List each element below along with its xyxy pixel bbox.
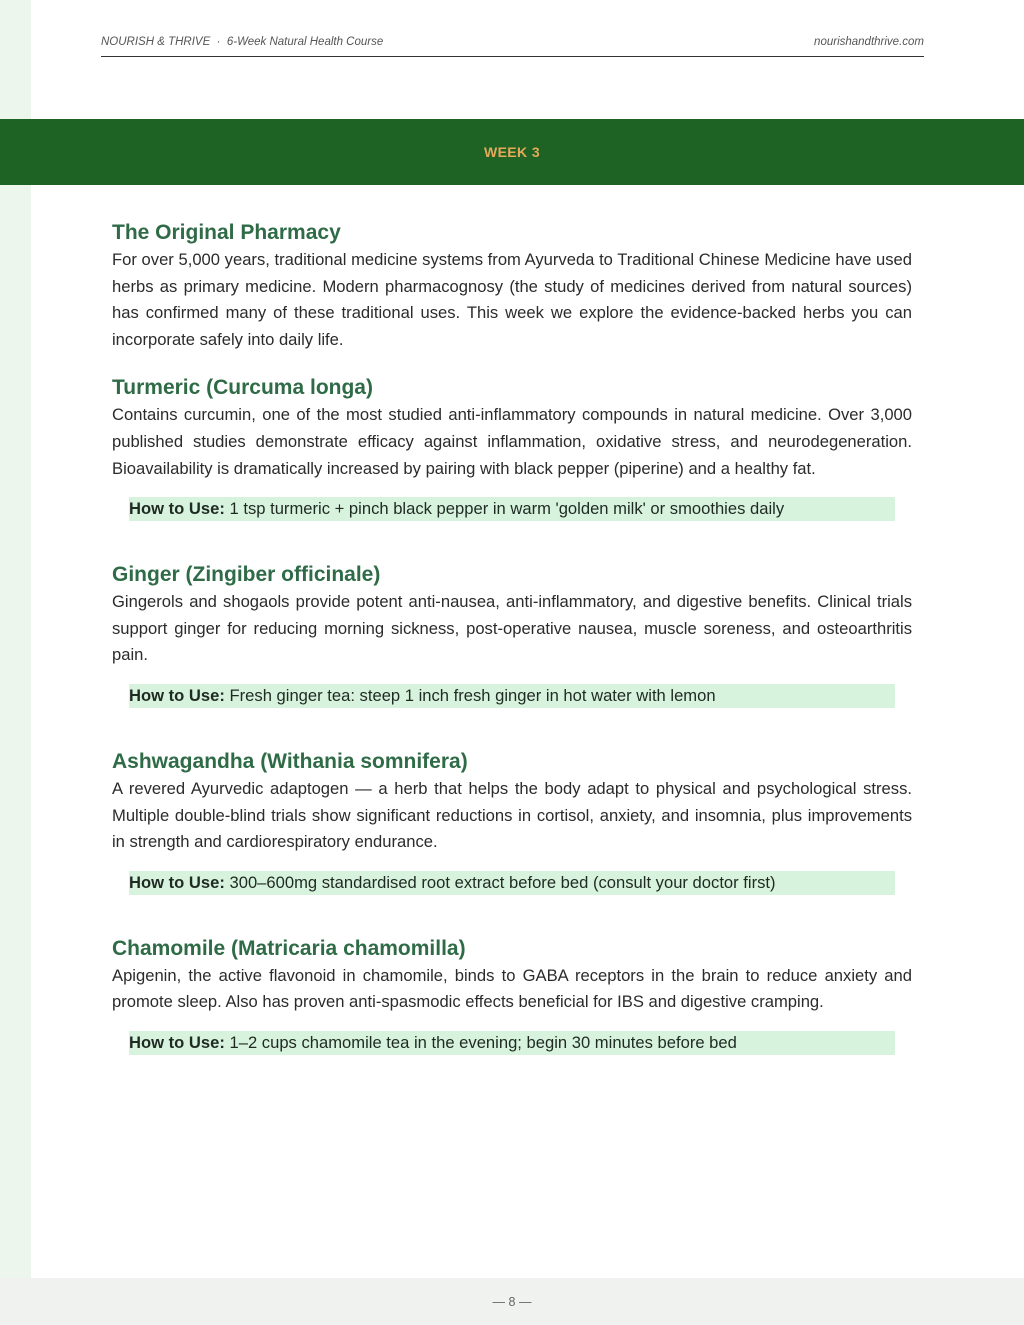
week-banner	[0, 119, 1024, 185]
how-to-use-label: How to Use:	[129, 499, 225, 519]
how-to-use-box	[129, 497, 895, 521]
section-title: Chamomile (Matricaria chamomilla)	[112, 936, 466, 960]
week-label: WEEK 3	[483, 144, 541, 160]
section-ginger	[112, 561, 912, 708]
section-body: A revered Ayurvedic adaptogen — a herb that helps the body adapt to physical and psychological stress. Multiple double-blind trials show significant reductions in cortisol, anxiety, and insomnia, plus improvements in strength and cardiorespiratory endurance.	[112, 778, 912, 852]
how-to-use-box	[129, 1031, 895, 1055]
page-header	[101, 35, 924, 57]
how-to-use-label: How to Use:	[129, 1032, 225, 1052]
section-title: Turmeric (Curcuma longa)	[112, 376, 373, 400]
how-to-use-text: 1–2 cups chamomile tea in the evening; begin 30 minutes before bed	[224, 1032, 737, 1052]
how-to-use-text: Fresh ginger tea: steep 1 inch fresh ginger in hot water with lemon	[224, 685, 716, 705]
section-title: Ashwagandha (Withania somnifera)	[112, 749, 468, 773]
course-brand: NOURISH & THRIVE · 6-Week Natural Health Course	[101, 36, 384, 48]
how-to-use-box	[129, 684, 895, 708]
left-margin-strip	[0, 0, 31, 1278]
section-body: Contains curcumin, one of the most studied anti-inflammatory compounds in natural medicine. Over 3,000 published studies demonstrate efficacy against inflammation, oxidative stress, and neurodegeneration. Bioavailability is dramatically increased by pairing with black pepper (piperine) and a healthy fat.	[112, 405, 912, 478]
section-intro	[112, 219, 912, 353]
how-to-use-text: 1 tsp turmeric + pinch black pepper in warm 'golden milk' or smoothies daily	[224, 499, 785, 519]
page-content	[112, 219, 912, 1055]
section-turmeric	[112, 374, 912, 521]
page-number: — 8 —	[492, 1294, 532, 1309]
section-body: Apigenin, the active flavonoid in chamomile, binds to GABA receptors in the brain to reduce anxiety and promote sleep. Also has proven anti-spasmodic effects beneficial for IBS and digestive cramping.	[112, 965, 912, 1012]
section-title: The Original Pharmacy	[112, 221, 341, 244]
site-url[interactable]: nourishandthrive.com	[814, 36, 924, 48]
section-chamomile	[112, 935, 912, 1055]
how-to-use-text: 300–600mg standardised root extract before bed (consult your doctor first)	[224, 872, 776, 892]
section-body: For over 5,000 years, traditional medicine systems from Ayurveda to Traditional Chinese Medicine have used herbs as primary medicine. Modern pharmacognosy (the study of medicines derived from natural sources) has confirmed many of these traditional uses. This week we explore the evidence-backed herbs you can incorporate safely into daily life.	[112, 250, 912, 349]
section-body: Gingerols and shogaols provide potent anti-nausea, anti-inflammatory, and digestive benefits. Clinical trials support ginger for reducing morning sickness, post-operative nausea, muscle soreness, and osteoarthritis pain.	[112, 592, 912, 665]
how-to-use-label: How to Use:	[129, 872, 225, 892]
how-to-use-label: How to Use:	[129, 685, 225, 705]
section-title: Ginger (Zingiber officinale)	[112, 563, 381, 587]
section-ashwagandha	[112, 748, 912, 895]
page-footer	[0, 1278, 1024, 1325]
how-to-use-box	[129, 871, 895, 895]
